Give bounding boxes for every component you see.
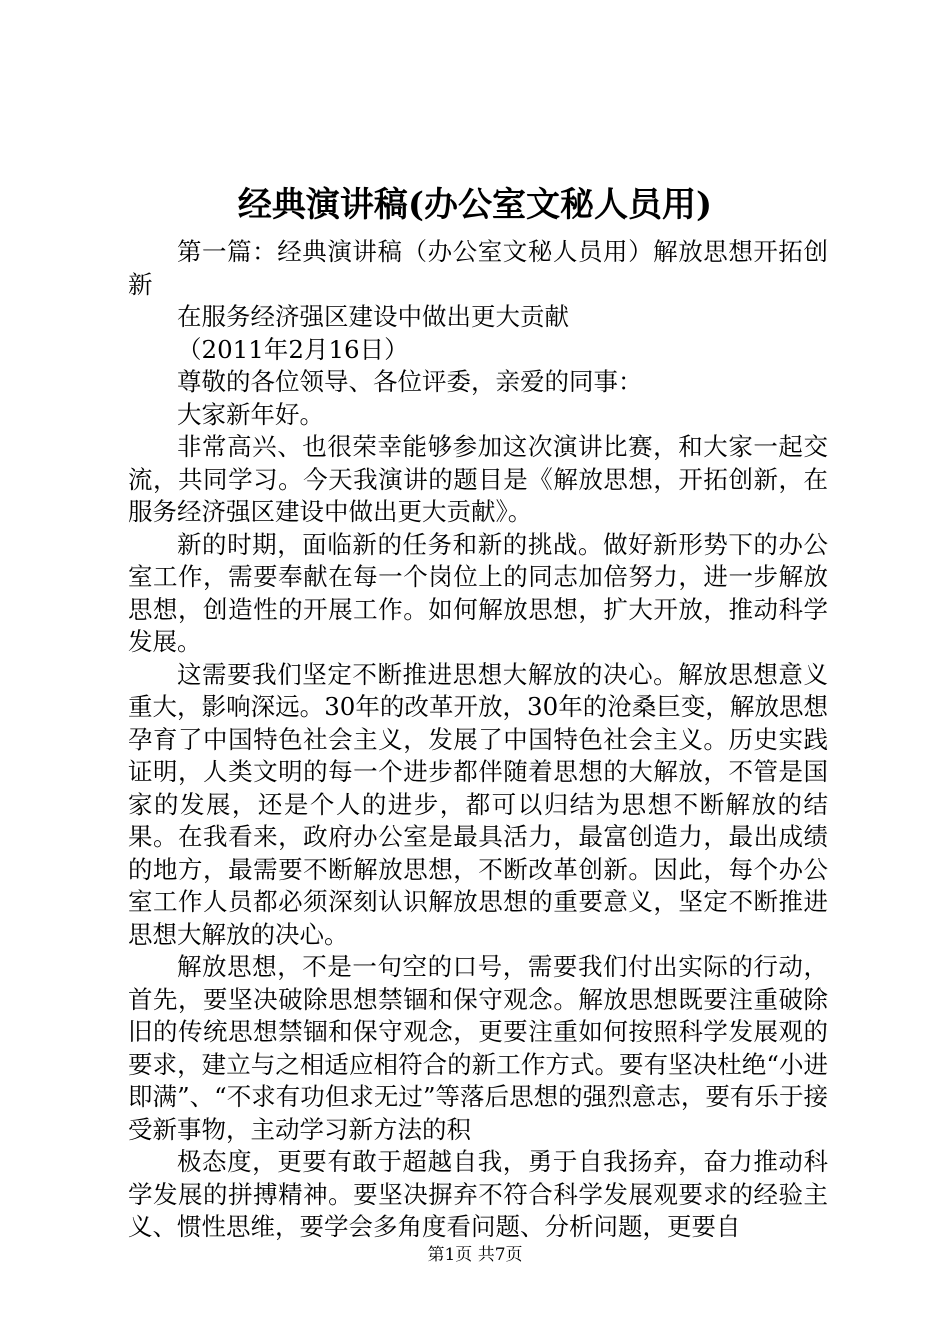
paragraph: 解放思想，不是一句空的口号，需要我们付出实际的行动，首先，要坚决破除思想禁锢和保守观念。解放思想既要注重破除旧的传统思想禁锢和保守观念，更要注重如何按照科学发展观的要求，建立与之相适应相符合的新工作方式。要有坚决杜绝“小进即满”、“不求有功但求无过”等落后思想的强烈意志，要有乐于接受新事物，主动学习新方法的积 <box>128 952 828 1144</box>
page-footer: 第1页 共7页 <box>427 1245 523 1265</box>
paragraph: 第一篇：经典演讲稿（办公室文秘人员用）解放思想开拓创新 <box>128 237 828 299</box>
paragraph: 大家新年好。 <box>177 399 324 429</box>
paragraph: 这需要我们坚定不断推进思想大解放的决心。解放思想意义重大，影响深远。30年的改革开放，30年的沧桑巨变，解放思想孕育了中国特色社会主义，发展了中国特色社会主义。历史实践证明，人类文明的每一个进步都伴随着思想的大解放，不管是国家的发展，还是个人的进步，都可以归结为思想不断解放的结果。在我看来，政府办公室是最具活力，最富创造力，最出成绩的地方，最需要不断解放思想，不断改革创新。因此，每个办公室工作人员都必须深刻认识解放思想的重要意义，坚定不断推进思想大解放的决心。 <box>128 659 828 949</box>
document-title: 经典演讲稿(办公室文秘人员用) <box>237 185 713 225</box>
paragraph: 尊敬的各位领导、各位评委，亲爱的同事： <box>177 367 643 396</box>
paragraph: 极态度，更要有敢于超越自我，勇于自我扬弃，奋力推动科学发展的拼搏精神。要坚决摒弃不符合科学发展观要求的经验主义、惯性思维，要学会多角度看问题、分析问题，更要自 <box>128 1147 828 1241</box>
paragraph: 新的时期，面临新的任务和新的挑战。做好新形势下的办公室工作，需要奉献在每一个岗位上的同志加倍努力，进一步解放思想，创造性的开展工作。如何解放思想，扩大开放，推动科学发展。 <box>128 529 828 656</box>
paragraph: 在服务经济强区建设中做出更大贡献 <box>177 302 569 331</box>
document-body <box>128 236 828 1244</box>
paragraph: 非常高兴、也很荣幸能够参加这次演讲比赛，和大家一起交流，共同学习。今天我演讲的题目是《解放思想，开拓创新，在服务经济强区建设中做出更大贡献》。 <box>128 432 828 526</box>
paragraph: （2011年2月16日） <box>177 334 409 364</box>
